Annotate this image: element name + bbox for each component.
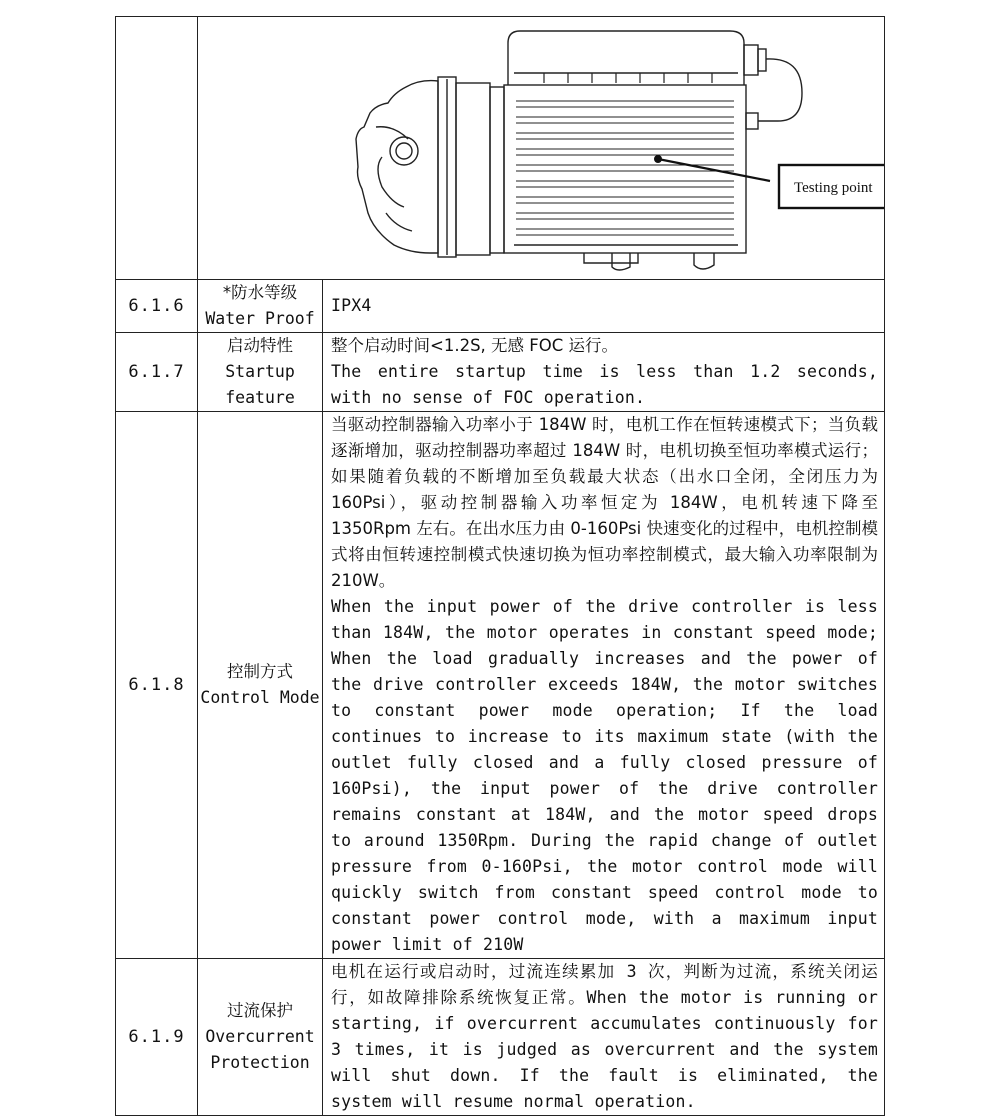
description-text: IPX4 bbox=[331, 296, 372, 315]
description-text-en: The entire startup time is less than 1.2 seconds, with no sense of FOC operation. bbox=[331, 362, 878, 407]
row-number: 6.1.8 bbox=[116, 412, 198, 959]
description-text-cn: 当驱动控制器输入功率小于 184W 时，电机工作在恒转速模式下；当负载逐渐增加，驱动控制器功率超过 184W 时，电机切换至恒功率模式运行；如果随着负载的不断增加至负载最大状态（出水口全闭，全闭压力为 160Psi），驱动控制器输入功率恒定为 184W，电机转速下降至 1350Rpm 左右。在出水压力由 0-160Psi 快速变化的过程中，电机控制模式将由恒转速控制模式快速切换为恒功率控制模式，最大输入功率限制为 210W。 bbox=[331, 415, 878, 590]
row-name-cell bbox=[198, 333, 323, 412]
motor-drawing bbox=[198, 17, 884, 279]
table-row bbox=[116, 959, 885, 1116]
row-name-cn: 启动特性 bbox=[227, 336, 293, 355]
description-text-en: When the input power of the drive controller is less than 184W, the motor operates in constant speed mode; When the load gradually increases and the power of the drive controller exceeds 184W, the motor switches to constant power mode operation; If the load continues to increase to its maximum state (with the outlet fully closed and a fully closed pressure of 160Psi), the input power of the drive controller remains constant at 184W, and the motor speed drops to around 1350Rpm. During the rapid change of outlet pressure from 0-160Psi, the motor control mode will quickly switch from constant speed control mode to constant power control mode, with a maximum input power limit of 210W bbox=[331, 597, 878, 954]
table-row bbox=[116, 412, 885, 959]
row-description bbox=[323, 959, 885, 1116]
description-text-cn: 整个启动时间<1.2S, 无感 FOC 运行。 bbox=[331, 336, 619, 355]
row-name-cell bbox=[198, 280, 323, 333]
row-number: 6.1.7 bbox=[116, 333, 198, 412]
row-name-cn: 过流保护 bbox=[227, 1001, 293, 1020]
table-row bbox=[116, 280, 885, 333]
motor-figure-cell bbox=[198, 17, 885, 280]
row-name-en: Control Mode bbox=[200, 688, 320, 707]
figure-number-cell bbox=[116, 17, 198, 280]
row-number: 6.1.6 bbox=[116, 280, 198, 333]
row-name-en: Overcurrent Protection bbox=[205, 1027, 315, 1072]
row-name-en: Startup feature bbox=[225, 362, 295, 407]
row-number: 6.1.9 bbox=[116, 959, 198, 1116]
spec-table bbox=[115, 16, 885, 1116]
description-text: 电机在运行或启动时，过流连续累加 3 次，判断为过流，系统关闭运行，如故障排除系统恢复正常。When the motor is running or starting, if overcurrent accumulates continuously for 3 times, it is judged as overcurrent and the system will shut down. If the fault is eliminated, the system will resume normal operation. bbox=[331, 962, 878, 1111]
figure-row bbox=[116, 17, 885, 280]
row-name-cn: 控制方式 bbox=[227, 662, 293, 681]
row-description bbox=[323, 333, 885, 412]
row-name-cn: *防水等级 bbox=[222, 283, 298, 302]
testing-point-label: Testing point bbox=[794, 180, 873, 196]
row-description bbox=[323, 280, 885, 333]
row-name-cell bbox=[198, 959, 323, 1116]
table-row bbox=[116, 333, 885, 412]
row-name-cell bbox=[198, 412, 323, 959]
row-name-en: Water Proof bbox=[205, 309, 315, 328]
row-description bbox=[323, 412, 885, 959]
